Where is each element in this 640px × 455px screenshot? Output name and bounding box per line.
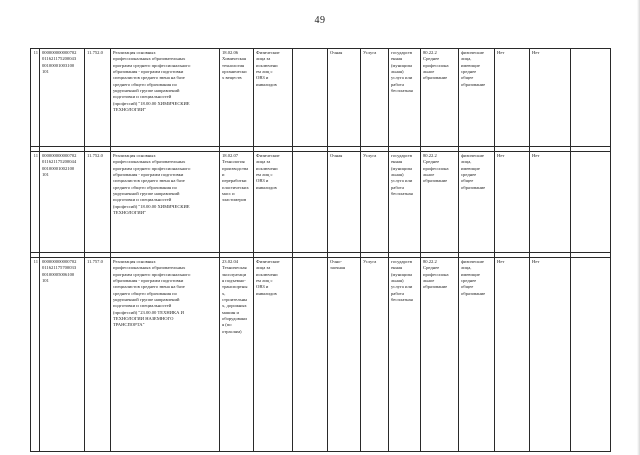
empty-cell bbox=[293, 258, 328, 452]
specialty: 18.02.06 Химическая технология органически х веществ bbox=[220, 49, 254, 147]
payment-basis: государств енная (муниципа льная) услуга или работа бесплатная bbox=[389, 152, 421, 253]
recipient-description: физические лица, имеющие среднее общее образование bbox=[459, 152, 495, 253]
item-type: Услуга bbox=[361, 258, 389, 452]
education-form: Очная bbox=[328, 152, 361, 253]
okved-number: 11.752.0 bbox=[85, 49, 111, 147]
empty-cell bbox=[571, 49, 611, 147]
okved-code: 80.22.2 Среднее профессиона льное образование bbox=[421, 152, 459, 253]
okved-code: 80.22.2 Среднее профессиона льное образование bbox=[421, 258, 459, 452]
table-row bbox=[31, 152, 611, 253]
okved-number: 11.757.0 bbox=[85, 258, 111, 452]
recipient-category: Физические лица за исключени ем лиц с ОВЗ и инвалидов bbox=[254, 152, 293, 253]
flag-1: Нет bbox=[495, 152, 530, 253]
okved-code: 80.22.2 Среднее профессиона льное образование bbox=[421, 49, 459, 147]
registry-code: 000000000000702 011621175200044 00100001002100 101 bbox=[40, 152, 85, 253]
flag-2: Нет bbox=[530, 258, 571, 452]
okved-number: 11.752.0 bbox=[85, 152, 111, 253]
registry-code: 000000000000702 011621175700033 00100005006100 101 bbox=[40, 258, 85, 452]
table-row bbox=[31, 258, 611, 452]
flag-1: Нет bbox=[495, 49, 530, 147]
empty-cell bbox=[293, 152, 328, 253]
service-description: Реализация основных профессиональных образовательных программ среднего профессионального образования - программ подготовки специалистов среднего звена на базе среднего общего образования по укрупненной группе направлений подготовки и специальностей (профессий) "18.00.00 ХИМИЧЕСКИЕ ТЕХНОЛОГИИ" bbox=[111, 49, 220, 147]
row-number: 11 bbox=[31, 49, 40, 147]
item-type: Услуга bbox=[361, 152, 389, 253]
table-row bbox=[31, 49, 611, 147]
education-form: Очная bbox=[328, 49, 361, 147]
payment-basis: государств енная (муниципа льная) услуга или работа бесплатная bbox=[389, 49, 421, 147]
recipient-description: физические лица, имеющие среднее общее образование bbox=[459, 258, 495, 452]
page-number: 49 bbox=[314, 15, 326, 26]
flag-2: Нет bbox=[530, 152, 571, 253]
empty-cell bbox=[293, 49, 328, 147]
recipient-category: Физические лица за исключени ем лиц с ОВЗ и инвалидов bbox=[254, 258, 293, 452]
specialty: 23.02.04 Техническая эксплуатаци я подъемно- транспортны х, строительны х, дорожных машин и оборудовани я (по отраслям) bbox=[220, 258, 254, 452]
flag-1: Нет bbox=[495, 258, 530, 452]
service-description: Реализация основных профессиональных образовательных программ среднего профессионального образования - программ подготовки специалистов среднего звена на базе среднего общего образования по укрупненной группе направлений подготовки и специальностей (профессий) "23.00.00 ТЕХНИКА И ТЕХНОЛОГИИ НАЗЕМНОГО ТРАНСПОРТА" bbox=[111, 258, 220, 452]
row-number: 11 bbox=[31, 152, 40, 253]
recipient-category: Физические лица за исключени ем лиц с ОВЗ и инвалидов bbox=[254, 49, 293, 147]
education-form: Очно- заочная bbox=[328, 258, 361, 452]
item-type: Услуга bbox=[361, 49, 389, 147]
specialty: 18.02.07 Технология производства и переработки пластических масс и эластомеров bbox=[220, 152, 254, 253]
payment-basis: государств енная (муниципа льная) услуга или работа бесплатная bbox=[389, 258, 421, 452]
row-number: 11 bbox=[31, 258, 40, 452]
empty-cell bbox=[571, 258, 611, 452]
empty-cell bbox=[571, 152, 611, 253]
service-description: Реализация основных профессиональных образовательных программ среднего профессионального образования - программ подготовки специалистов среднего звена на базе среднего общего образования по укрупненной группе направлений подготовки и специальностей (профессий) "18.00.00 ХИМИЧЕСКИЕ ТЕХНОЛОГИИ" bbox=[111, 152, 220, 253]
recipient-description: физические лица, имеющие среднее общее образование bbox=[459, 49, 495, 147]
registry-code: 000000000000702 011621175200043 00100001003100 101 bbox=[40, 49, 85, 147]
services-registry-table bbox=[30, 48, 611, 452]
flag-2: Нет bbox=[530, 49, 571, 147]
